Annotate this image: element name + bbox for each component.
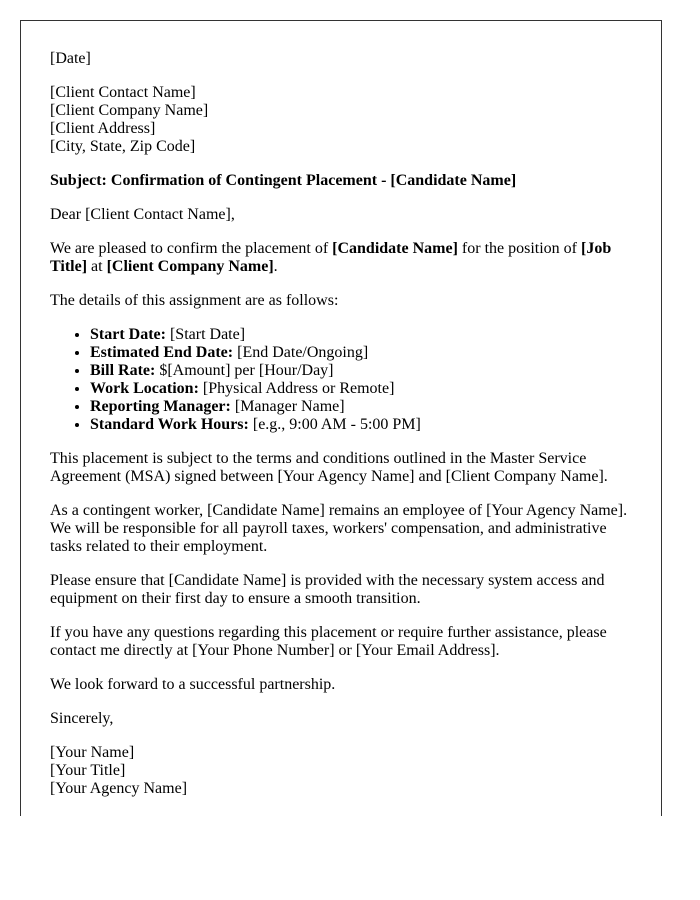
details-list xyxy=(50,326,632,434)
subject-text: Subject: Confirmation of Contingent Placement - [Candidate Name] xyxy=(50,172,517,189)
employment-paragraph: As a contingent worker, [Candidate Name] remains an employee of [Your Agency Name]. We will be responsible for all payroll taxes, workers' compensation, and administrative tasks related to their employment. xyxy=(50,502,628,555)
intro-text: at xyxy=(87,258,107,275)
recipient-name: [Client Contact Name] xyxy=(50,84,196,101)
detail-label: Bill Rate: xyxy=(90,362,156,379)
candidate-name: [Candidate Name] xyxy=(332,240,458,257)
details-intro: The details of this assignment are as follows: xyxy=(50,292,339,309)
detail-reporting-manager xyxy=(90,398,632,416)
detail-work-location xyxy=(90,380,632,398)
detail-value: [Start Date] xyxy=(165,326,246,343)
sender-agency: [Your Agency Name] xyxy=(50,780,188,797)
detail-label: Standard Work Hours: xyxy=(90,416,249,433)
detail-start-date xyxy=(90,326,632,344)
intro-paragraph xyxy=(50,240,632,276)
detail-bill-rate xyxy=(90,362,632,380)
contact-paragraph: If you have any questions regarding this placement or require further assistance, please contact me directly at [Your Phone Number] or [Your Email Address]. xyxy=(50,624,607,659)
detail-label: Start Date: xyxy=(90,326,166,343)
detail-label: Work Location: xyxy=(90,380,199,397)
detail-value: $[Amount] per [Hour/Day] xyxy=(155,362,334,379)
recipient-address xyxy=(50,84,632,156)
detail-work-hours xyxy=(90,416,632,434)
msa-paragraph: This placement is subject to the terms and conditions outlined in the Master Service Agreement (MSA) signed between [Your Agency Name] and [Client Company Name]. xyxy=(50,450,608,485)
access-paragraph: Please ensure that [Candidate Name] is provided with the necessary system access and equipment on their first day to ensure a smooth transition. xyxy=(50,572,605,607)
intro-text: We are pleased to confirm the placement of xyxy=(50,240,333,257)
client-company: [Client Company Name] xyxy=(106,258,274,275)
detail-label: Estimated End Date: xyxy=(90,344,234,361)
intro-text: . xyxy=(273,258,278,275)
subject-line xyxy=(50,172,632,190)
job-title: [Job Title] xyxy=(50,240,612,275)
closing-paragraph: We look forward to a successful partnership. xyxy=(50,676,336,693)
signature-block xyxy=(50,744,632,798)
detail-value: [End Date/Ongoing] xyxy=(233,344,369,361)
detail-end-date xyxy=(90,344,632,362)
letter-document xyxy=(20,20,662,816)
detail-value: [Physical Address or Remote] xyxy=(198,380,395,397)
sender-name: [Your Name] xyxy=(50,744,135,761)
date: [Date] xyxy=(50,50,91,67)
detail-value: [Manager Name] xyxy=(230,398,345,415)
closing: Sincerely, xyxy=(50,710,114,727)
detail-label: Reporting Manager: xyxy=(90,398,231,415)
recipient-city: [City, State, Zip Code] xyxy=(50,138,196,155)
intro-text: for the position of xyxy=(457,240,581,257)
salutation: Dear [Client Contact Name], xyxy=(50,206,235,223)
sender-title: [Your Title] xyxy=(50,762,126,779)
recipient-street: [Client Address] xyxy=(50,120,156,137)
recipient-company: [Client Company Name] xyxy=(50,102,209,119)
detail-value: [e.g., 9:00 AM - 5:00 PM] xyxy=(248,416,421,433)
